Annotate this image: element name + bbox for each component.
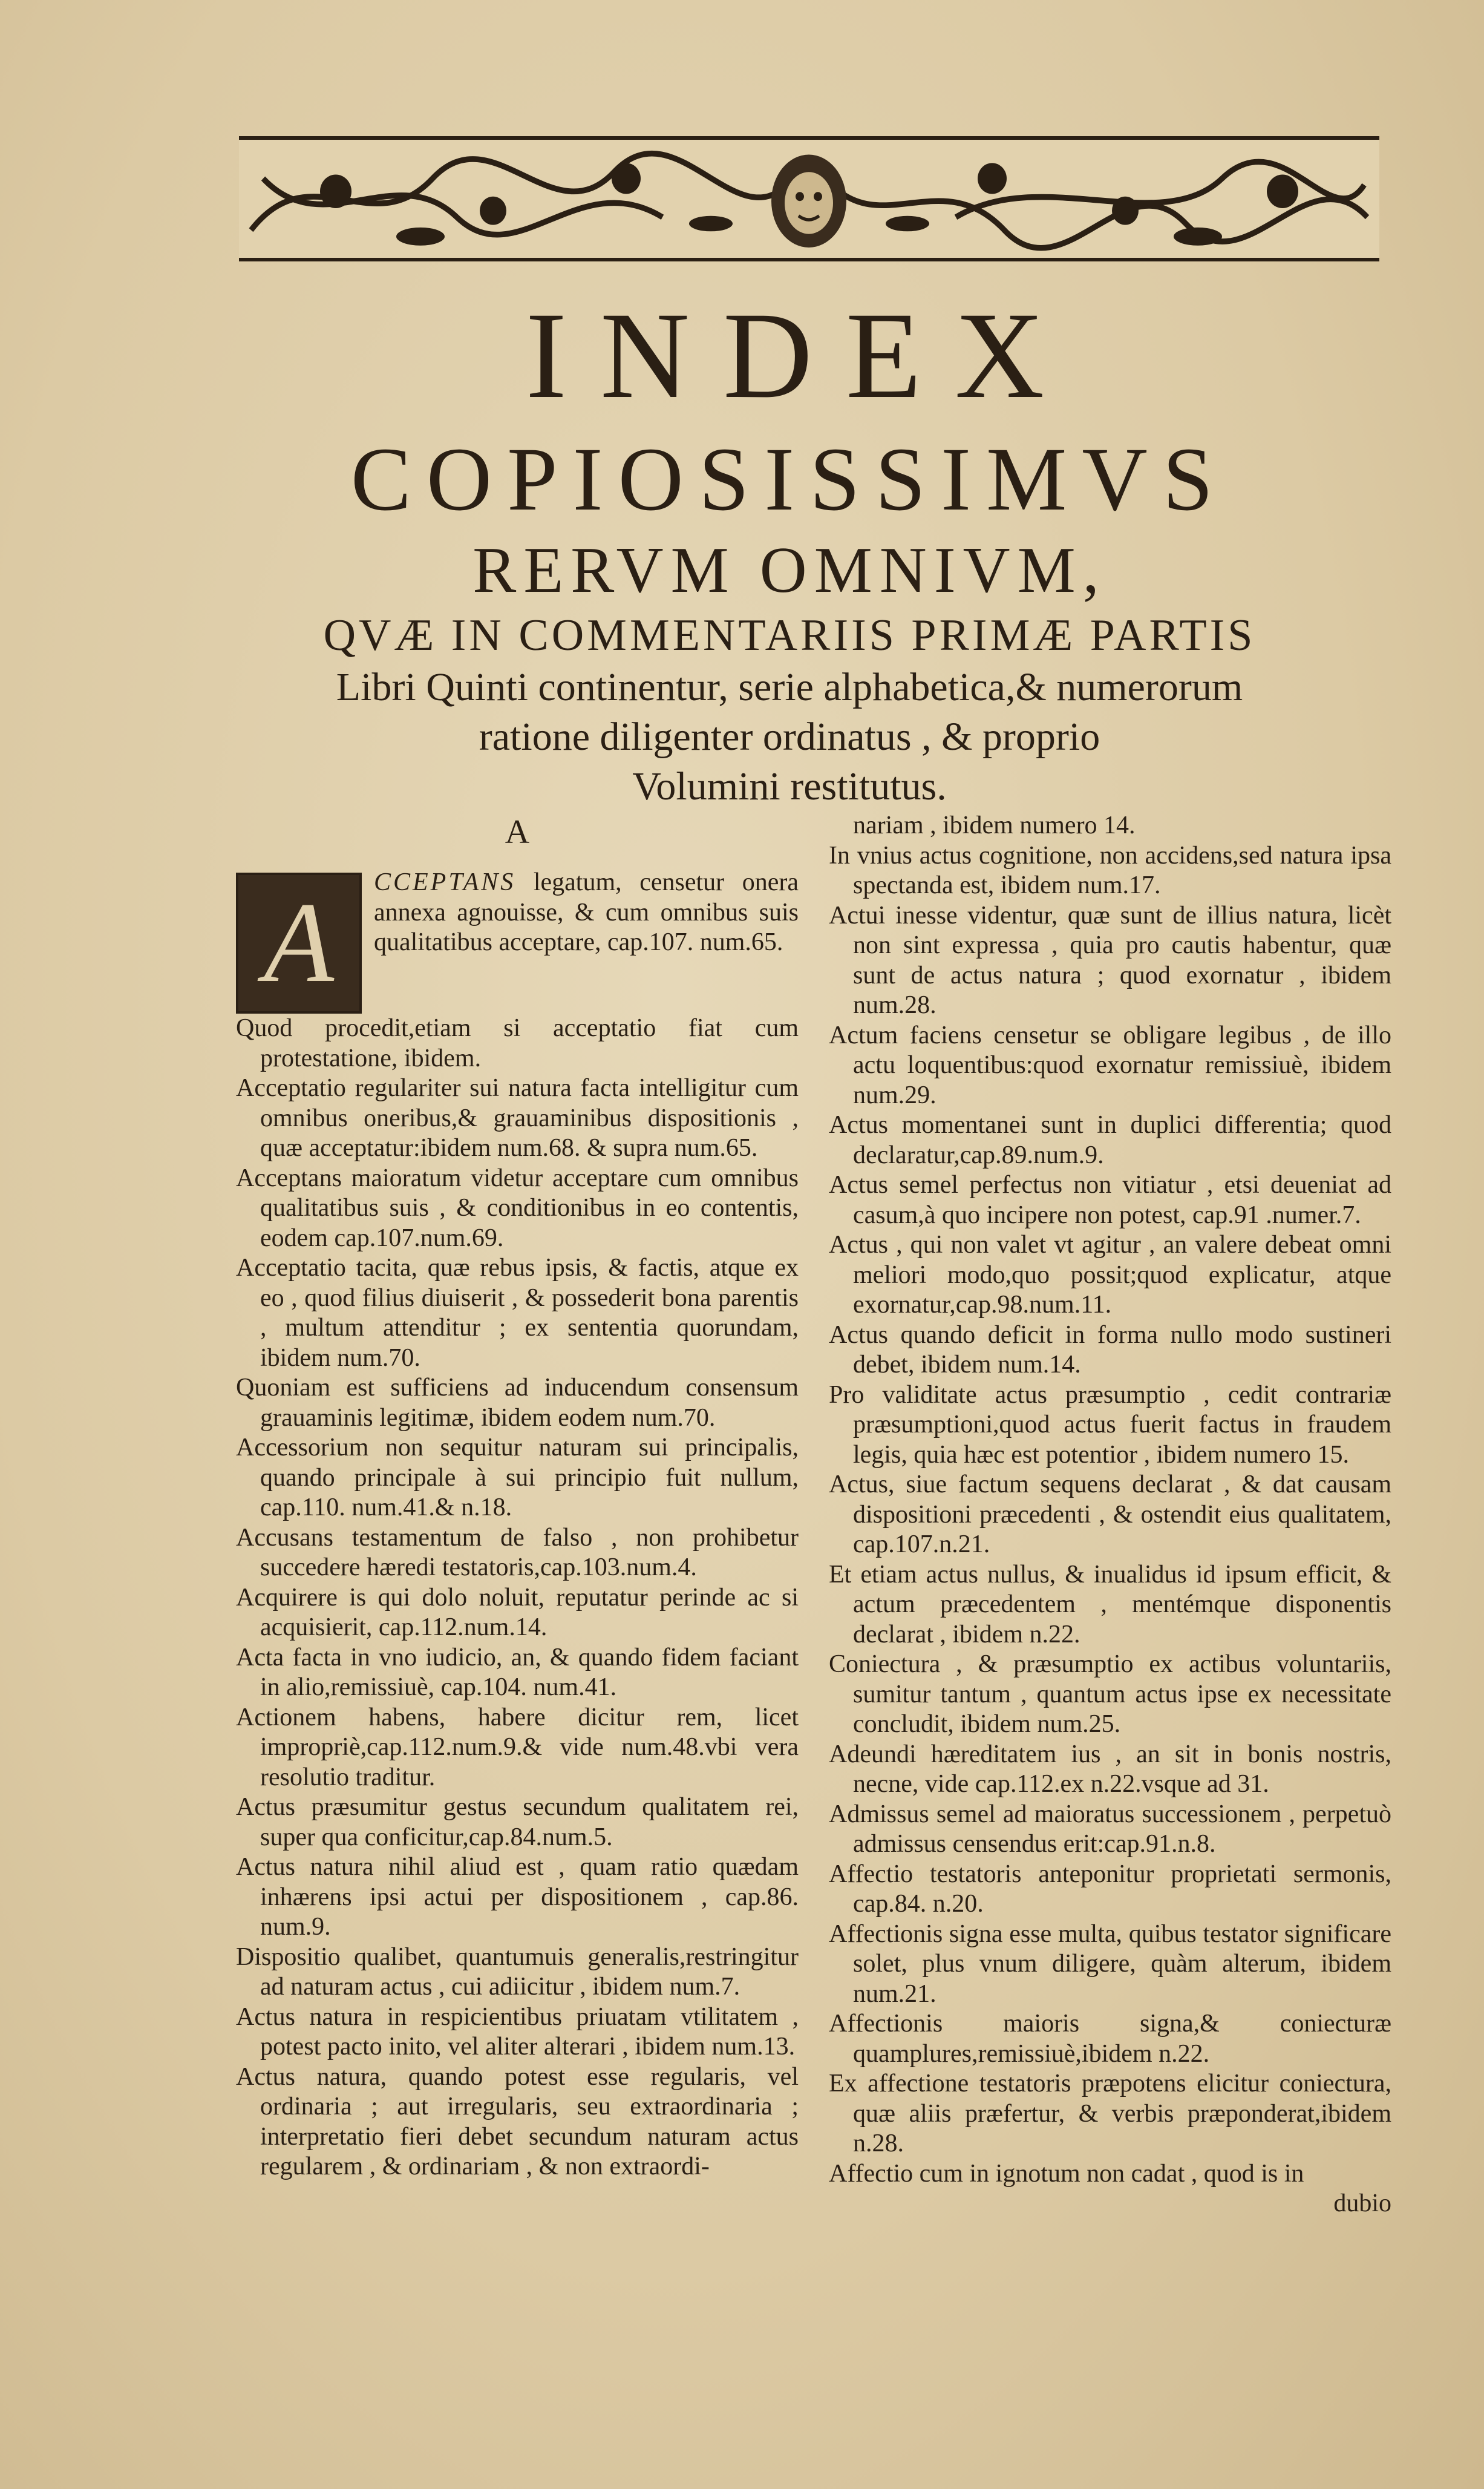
index-entry: Actum faciens censetur se obligare legibus , de illo actu loquentibus:quod exornatur remissiuè, ibidem num.29. (829, 1021, 1391, 1109)
index-entry: Admissus semel ad maioratus successionem , perpetuò admissus censendus erit:cap.91.n.8. (829, 1800, 1391, 1858)
subtitle-line-6: ratione diligenter ordinatus , & proprio (479, 715, 1100, 759)
index-entry: Actionem habens, habere dicitur rem, licet impropriè,cap.112.num.9.& vide num.48.vbi vera resolutio traditur. (236, 1703, 799, 1791)
index-entry: Coniectura , & præsumptio ex actibus voluntariis, sumitur tantum , quantum actus ipse ex necessitate concludit, ibidem num.25. (829, 1650, 1391, 1738)
index-entry: Actus quando deficit in forma nullo modo sustineri debet, ibidem num.14. (829, 1320, 1391, 1379)
index-entry: Actus præsumitur gestus secundum qualitatem rei, super qua conficitur,cap.84.num.5. (236, 1793, 799, 1851)
index-entry: Pro validitate actus præsumptio , cedit contrariæ præsumptioni,quod actus fuerit factus in fraudem legis, quia hæc est potentior , ibidem numero 15. (829, 1380, 1391, 1469)
index-heading: INDEX (525, 287, 1078, 424)
section-letter: A (505, 813, 530, 851)
title-block (181, 284, 1397, 812)
index-entry: Actus, siue factum sequens declarat , & dat causam dispositioni præcedenti , & ostendit eius qualitatem, cap.107.n.21. (829, 1471, 1391, 1558)
left-column (236, 811, 799, 2182)
index-entry: Quod procedit,etiam si acceptatio fiat cum protestatione, ibidem. (236, 1014, 799, 1072)
index-entry: Affectionis signa esse multa, quibus testator significare solet, plus vnum diligere, quàm alterum, ibidem num.21. (829, 1920, 1391, 2008)
subtitle-line-5: Libri Quinti continentur, serie alphabetica,& numerorum (336, 665, 1243, 709)
index-entry: Actus momentanei sunt in duplici differentia; quod declaratur,cap.89.num.9. (829, 1111, 1391, 1169)
subtitle-line-7: Volumini restitutus. (632, 764, 947, 808)
index-entry: Actus semel perfectus non vitiatur , etsi deueniat ad casum,à quo incipere non potest, cap.91 .numer.7. (829, 1171, 1391, 1229)
ornamental-headpiece (239, 136, 1379, 261)
index-entry: Actus natura nihil aliud est , quam ratio quædam inhærens ipsi actui per dispositionem , cap.86. num.9. (236, 1853, 799, 1941)
subtitle-rerum: RERVM OMNIVM, (472, 534, 1106, 606)
index-entry: Quoniam est sufficiens ad inducendum consensum grauaminis legitimæ, ibidem eodem num.70. (236, 1374, 799, 1432)
index-entry: Affectio cum in ignotum non cadat , quod is in (829, 2159, 1304, 2188)
index-entry: Acceptans maioratum videtur acceptare cum omnibus qualitatibus suis , & conditionibus in eo contentis, eodem cap.107.num.69. (236, 1164, 799, 1252)
first-entry-body: legatum, censetur onera annexa agnouisse, & cum omnibus suis qualitatibus acceptare, cap.107. num.65. (374, 868, 799, 956)
subtitle-copiosissimus: COPIOSISSIMVS (350, 429, 1229, 530)
index-entry: Dispositio qualibet, quantumuis generalis,restringitur ad naturam actus , cui adiicitur , ibidem num.7. (236, 1943, 799, 2001)
floral-ornament-icon (239, 140, 1379, 258)
index-entry: Acceptatio regulariter sui natura facta intelligitur cum omnibus oneribus,& grauaminibus dispositionis , quæ acceptatur:ibidem num.68. & supra num.65. (236, 1074, 799, 1162)
index-entry: Actui inesse videntur, quæ sunt de illius natura, licèt non sint expressa , quia pro cautis habentur, quæ sunt de actus natura ; quod exornatur , ibidem num.28. (829, 901, 1391, 1019)
index-entry: Affectio testatoris anteponitur proprietati sermonis, cap.84. n.20. (829, 1860, 1391, 1918)
first-entry (236, 868, 799, 1014)
subtitle-commentariis: QVÆ IN COMMENTARIIS PRIMÆ PARTIS (323, 611, 1256, 660)
continued-entry: nariam , ibidem numero 14. (853, 812, 1136, 839)
index-entry: Accessorium non sequitur naturam sui principalis, quando principale à sui principio fuit nullum, cap.110. num.41.& n.18. (236, 1434, 799, 1521)
index-entry: Acquirere is qui dolo noluit, reputatur perinde ac si acquisierit, cap.112.num.14. (236, 1583, 799, 1641)
index-entry: Adeundi hæreditatem ius , an sit in bonis nostris, necne, vide cap.112.ex n.22.vsque ad 31. (829, 1740, 1391, 1798)
index-entry: Accusans testamentum de falso , non prohibetur succedere hæredi testatoris,cap.103.num.4. (236, 1523, 799, 1581)
decorated-initial: A (236, 873, 362, 1014)
index-entry: Affectionis maioris signa,& coniecturæ quamplures,remissiuè,ibidem n.22. (829, 2010, 1391, 2068)
index-entry: Acta facta in vno iudicio, an, & quando fidem faciant in alio,remissiuè, cap.104. num.41. (236, 1643, 799, 1701)
right-column (829, 811, 1391, 2219)
index-entry: Actus , qui non valet vt agitur , an valere debeat omni meliori modo,quo possit;quod explicatur, atque exornatur,cap.98.num.11. (829, 1231, 1391, 1319)
index-entry: Acceptatio tacita, quæ rebus ipsis, & factis, atque ex eo , quod filius diuiserit , & possederit bona parentis , multum attenditur ; ex sententia quorundam, ibidem num.70. (236, 1254, 799, 1372)
index-entry: Actus natura, quando potest esse regularis, vel ordinaria ; aut irregularis, seu extraordinaria ; interpretatio fieri debet secundum naturam actus regularem , & ordinariam , & non extraordi- (236, 2062, 799, 2180)
first-entry-text (374, 868, 799, 1014)
index-entry: Ex affectione testatoris præpotens elicitur coniectura, quæ aliis præfertur, & verbis præponderat,ibidem n.28. (829, 2070, 1391, 2157)
first-entry-lead: CCEPTANS (374, 868, 516, 896)
catchword: dubio (1333, 2189, 1391, 2217)
index-entry: Et etiam actus nullus, & inualidus id ipsum efficit, & actum præcedentem , mentémque disponentis declarat , ibidem n.22. (829, 1560, 1391, 1648)
index-entry: Actus natura in respicientibus priuatam vtilitatem , potest pacto inito, vel aliter alterari , ibidem num.13. (236, 2002, 799, 2061)
index-entry: In vnius actus cognitione, non accidens,sed natura ipsa spectanda est, ibidem num.17. (829, 841, 1391, 899)
